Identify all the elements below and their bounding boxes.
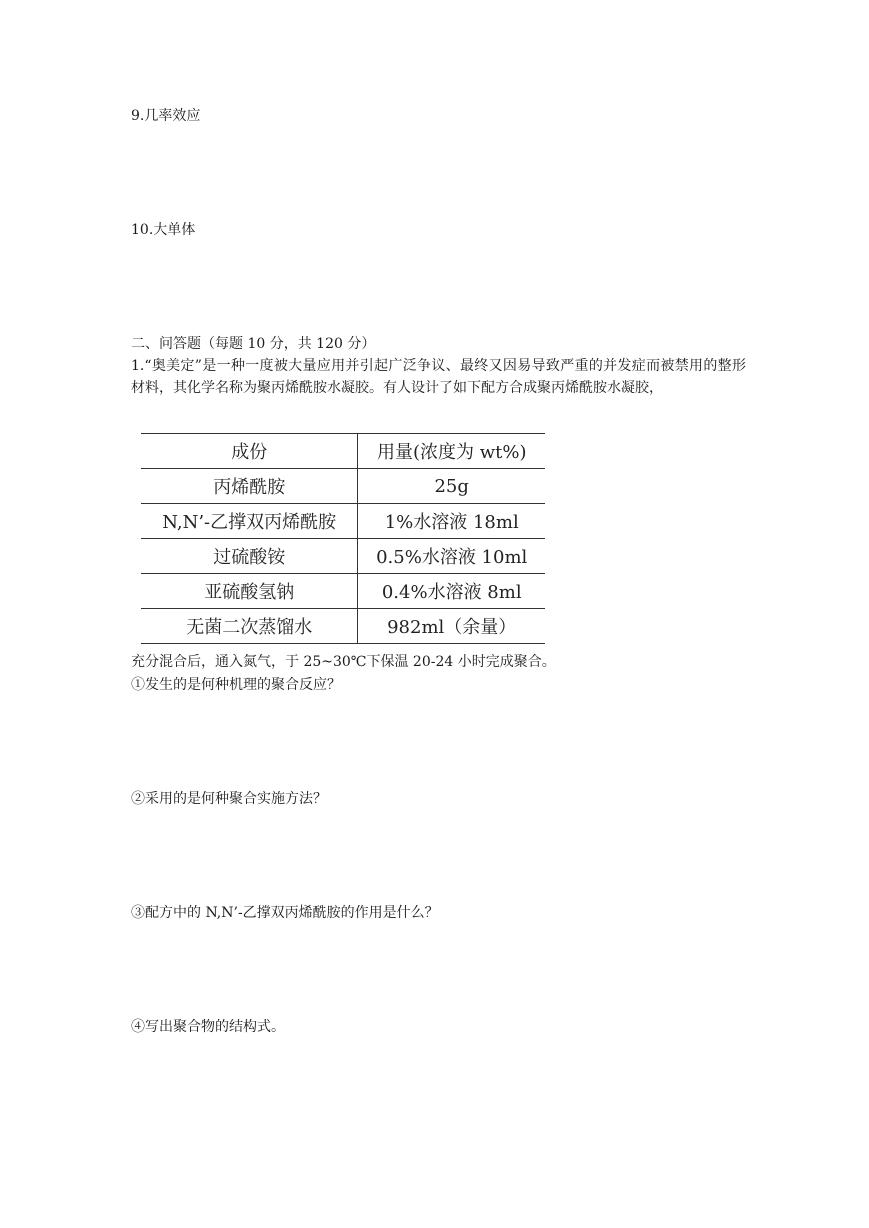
table-cell-component: 丙烯酰胺 <box>141 469 358 504</box>
table-cell-component: 过硫酸铵 <box>141 539 358 574</box>
table-row <box>141 504 545 539</box>
table-cell-component: 无菌二次蒸馏水 <box>141 609 358 644</box>
table-header-amount: 用量(浓度为 wt%) <box>358 434 545 469</box>
table-row <box>141 469 545 504</box>
table-cell-component: 亚硫酸氢钠 <box>141 574 358 609</box>
term-item-10: 10.大单体 <box>131 222 196 238</box>
sub-question-3: ③配方中的 N,N’-乙撑双丙烯酰胺的作用是什么？ <box>131 905 439 921</box>
sub-question-4: ④写出聚合物的结构式。 <box>131 1019 285 1035</box>
table-row <box>141 609 545 644</box>
recipe-table <box>141 433 545 644</box>
sub-question-1: ①发生的是何种机理的聚合反应？ <box>131 677 341 693</box>
sub-question-2: ②采用的是何种聚合实施方法？ <box>131 791 327 807</box>
condition-text: 充分混合后，通入氮气，于 25~30℃下保温 20-24 小时完成聚合。 <box>131 654 556 670</box>
table-cell-amount: 1%水溶液 18ml <box>358 504 545 539</box>
table-cell-component: N,N’-乙撑双丙烯酰胺 <box>141 504 358 539</box>
table-cell-amount: 982ml（余量） <box>358 609 545 644</box>
term-item-9: 9.几率效应 <box>131 108 201 124</box>
section-heading: 二、问答题（每题 10 分，共 120 分） <box>131 336 376 352</box>
table-cell-amount: 0.5%水溶液 10ml <box>358 539 545 574</box>
table-cell-amount: 25g <box>358 469 545 504</box>
question-1-intro: 1.“奥美定”是一种一度被大量应用并引起广泛争议、最终又因易导致严重的并发症而被禁用的整形材料，其化学名称为聚丙烯酰胺水凝胶。有人设计了如下配方合成聚丙烯酰胺水凝胶， <box>131 358 746 396</box>
table-header-row <box>141 434 545 469</box>
table-header-component: 成份 <box>141 434 358 469</box>
table-cell-amount: 0.4%水溶液 8ml <box>358 574 545 609</box>
table-row <box>141 574 545 609</box>
table-row <box>141 539 545 574</box>
